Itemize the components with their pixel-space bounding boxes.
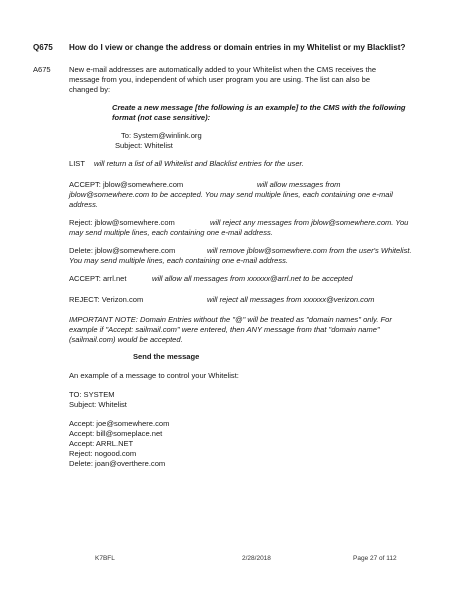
delete-command: Delete: jblow@somewhere.com — [69, 246, 176, 255]
example-to-line: To: System@winlink.org — [121, 131, 202, 140]
important-note-line-1: IMPORTANT NOTE: Domain Entries without the "@" will be treated as "domain names" only. For — [69, 315, 392, 324]
delete-description-1: will remove jblow@somewhere.com from the user's Whitelist. — [207, 246, 412, 255]
important-note-line-2: example if "Accept: sailmail.com" were entered, then ANY message from that "domain name" — [69, 325, 380, 334]
question-number: Q675 — [33, 43, 53, 52]
accept-command: ACCEPT: jblow@somewhere.com — [69, 180, 184, 189]
accept-domain-description: will allow all messages from xxxxxx@arrl.net to be accepted — [152, 274, 353, 283]
example-subject-line: Subject: Whitelist — [115, 141, 173, 150]
example-heading-line-2: format (not case sensitive): — [112, 113, 211, 122]
intro-line-2: message from you, independent of which user program you are using. The list can also be — [69, 75, 371, 84]
answer-number: A675 — [33, 65, 51, 74]
intro-line-1: New e-mail addresses are automatically added to your Whitelist when the CMS receives the — [69, 65, 377, 74]
example-message-accept-2: Accept: bill@someplace.net — [69, 429, 163, 438]
reject-command: Reject: jblow@somewhere.com — [69, 218, 175, 227]
example-message-reject: Reject: nogood.com — [69, 449, 137, 458]
example-message-accept-1: Accept: joe@somewhere.com — [69, 419, 170, 428]
reject-description-1: will reject any messages from jblow@somewhere.com. You — [210, 218, 409, 227]
delete-description-2: You may send multiple lines, each containing one e-mail address. — [69, 256, 288, 265]
example-message-to: TO: SYSTEM — [69, 390, 115, 399]
question-text: How do I view or change the address or domain entries in my Whitelist or my Blacklist? — [69, 43, 406, 52]
example-message-subject: Subject: Whitelist — [69, 400, 127, 409]
accept-description-3: address. — [69, 200, 98, 209]
reject-domain-description: will reject all messages from xxxxxx@verizon.com — [207, 295, 375, 304]
example-message-delete: Delete: joan@overthere.com — [69, 459, 166, 468]
intro-line-3: changed by: — [69, 85, 111, 94]
send-heading: Send the message — [133, 352, 200, 361]
example-heading-line-1: Create a new message [the following is an example] to the CMS with the following — [112, 103, 406, 112]
accept-description-2: jblow@somewhere.com to be accepted. You may send multiple lines, each containing one e-mail — [69, 190, 393, 199]
accept-description-1: will allow messages from — [257, 180, 341, 189]
reject-domain-command: REJECT: Verizon.com — [69, 295, 144, 304]
list-description: will return a list of all Whitelist and Blacklist entries for the user. — [94, 159, 304, 168]
accept-domain-command: ACCEPT: arrl.net — [69, 274, 127, 283]
footer-author: K7BFL — [95, 555, 115, 562]
list-command: LIST — [69, 159, 85, 168]
example-message-accept-3: Accept: ARRL.NET — [69, 439, 134, 448]
control-intro: An example of a message to control your Whitelist: — [69, 371, 239, 380]
footer-date: 2/28/2018 — [242, 555, 271, 562]
footer-page-number: Page 27 of 112 — [353, 555, 397, 562]
reject-description-2: may send multiple lines, each containing one e-mail address. — [69, 228, 273, 237]
important-note-line-3: (sailmail.com) would be accepted. — [69, 335, 183, 344]
